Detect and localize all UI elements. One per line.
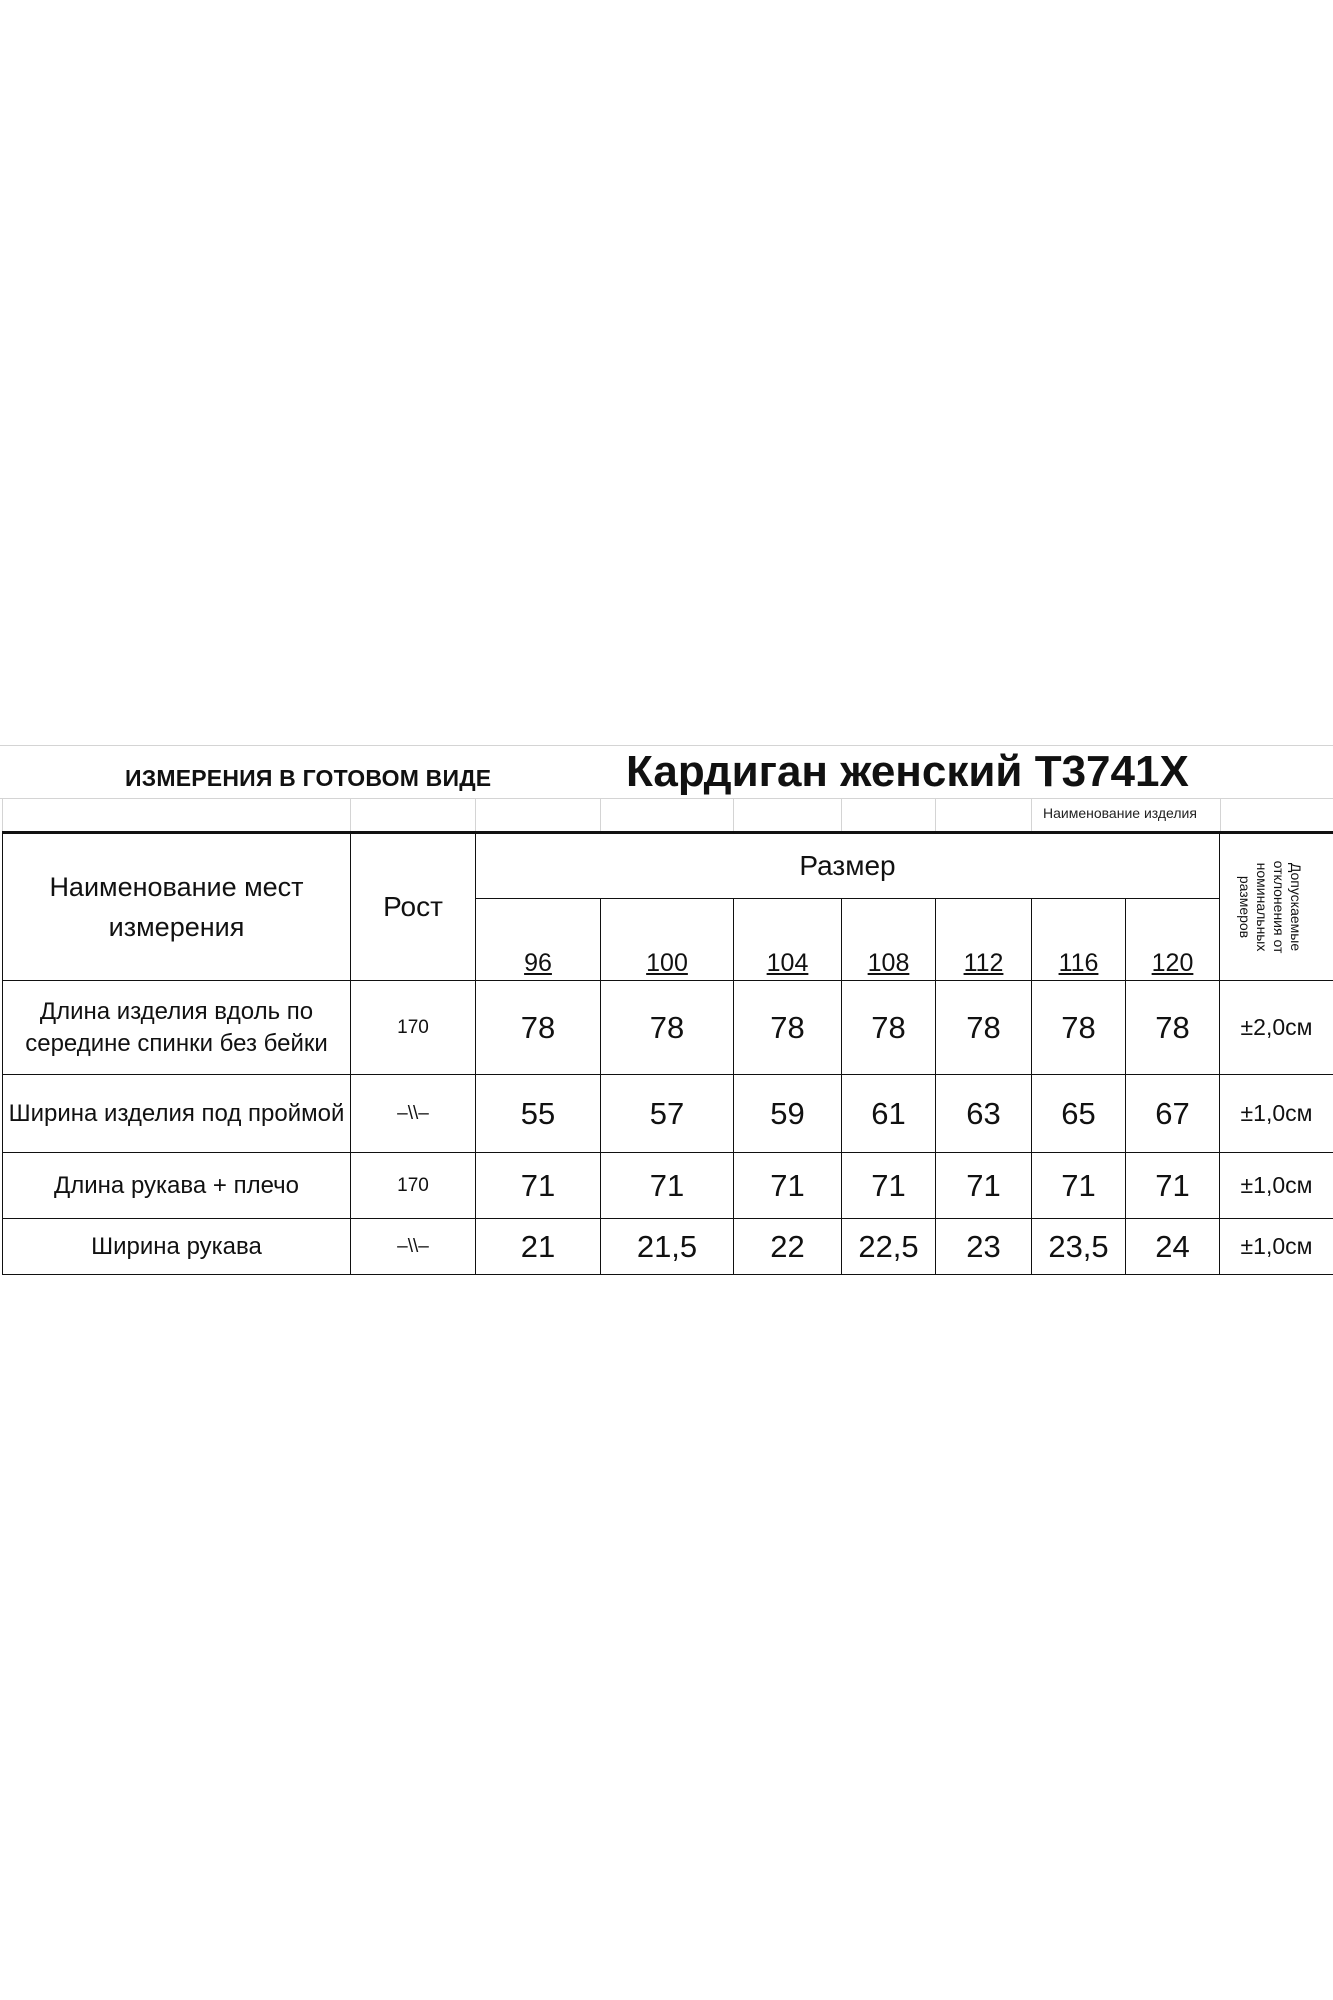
measurement-name: Длина рукава + плечо — [3, 1153, 351, 1219]
gridline — [935, 798, 936, 831]
height-value: 170 — [351, 1153, 476, 1219]
height-value: –\\– — [351, 1219, 476, 1275]
tolerance-value: ±1,0см — [1220, 1219, 1333, 1275]
table-row — [3, 1075, 1333, 1153]
measurement-name: Ширина изделия под проймой — [3, 1075, 351, 1153]
gridline — [475, 798, 476, 831]
size-value: 78 — [1126, 981, 1220, 1075]
gridline — [2, 798, 3, 831]
size-value: 78 — [734, 981, 842, 1075]
size-value: 65 — [1032, 1075, 1126, 1153]
size-100: 100 — [601, 899, 734, 981]
size-value: 78 — [601, 981, 734, 1075]
measurement-name: Ширина рукава — [3, 1219, 351, 1275]
size-value: 78 — [842, 981, 936, 1075]
column-header-tolerance — [1220, 833, 1333, 981]
size-chart-sheet — [0, 745, 1333, 1270]
size-value: 21,5 — [601, 1219, 734, 1275]
size-value: 71 — [601, 1153, 734, 1219]
product-name-caption: Наименование изделия — [1043, 805, 1197, 821]
table-row — [3, 1219, 1333, 1275]
header-row — [3, 833, 1333, 899]
size-112: 112 — [936, 899, 1032, 981]
size-96: 96 — [476, 899, 601, 981]
size-value: 57 — [601, 1075, 734, 1153]
measurement-name: Длина изделия вдоль по середине спинки без бейки — [3, 981, 351, 1075]
column-header-measurement-name: Наименование мест измерения — [3, 833, 351, 981]
size-value: 59 — [734, 1075, 842, 1153]
tolerance-header-text: Допускаемые отклонения от номинальных размеров — [1237, 860, 1305, 954]
size-value: 71 — [476, 1153, 601, 1219]
column-header-size: Размер — [476, 833, 1220, 899]
tolerance-value: ±2,0см — [1220, 981, 1333, 1075]
gridline — [0, 745, 1333, 746]
size-value: 55 — [476, 1075, 601, 1153]
size-value: 78 — [936, 981, 1032, 1075]
size-value: 61 — [842, 1075, 936, 1153]
size-value: 22 — [734, 1219, 842, 1275]
size-value: 21 — [476, 1219, 601, 1275]
size-value: 71 — [1126, 1153, 1220, 1219]
height-value: 170 — [351, 981, 476, 1075]
size-116: 116 — [1032, 899, 1126, 981]
measurements-subtitle: ИЗМЕРЕНИЯ В ГОТОВОМ ВИДЕ — [125, 765, 492, 791]
size-104: 104 — [734, 899, 842, 981]
size-value: 71 — [842, 1153, 936, 1219]
column-header-height: Рост — [351, 833, 476, 981]
tolerance-value: ±1,0см — [1220, 1153, 1333, 1219]
table-row — [3, 1153, 1333, 1219]
size-table — [2, 831, 1333, 1275]
size-120: 120 — [1126, 899, 1220, 981]
size-value: 71 — [936, 1153, 1032, 1219]
size-value: 24 — [1126, 1219, 1220, 1275]
height-value: –\\– — [351, 1075, 476, 1153]
product-title: Кардиган женский Т3741Х — [626, 747, 1189, 796]
table-row — [3, 981, 1333, 1075]
size-value: 78 — [1032, 981, 1126, 1075]
size-108: 108 — [842, 899, 936, 981]
size-value: 71 — [734, 1153, 842, 1219]
size-value: 67 — [1126, 1075, 1220, 1153]
gridline — [841, 798, 842, 831]
gridline — [733, 798, 734, 831]
gridline — [1220, 798, 1221, 831]
size-value: 78 — [476, 981, 601, 1075]
gridline — [1031, 798, 1032, 831]
size-value: 23,5 — [1032, 1219, 1126, 1275]
gridline — [350, 798, 351, 831]
size-value: 23 — [936, 1219, 1032, 1275]
tolerance-value: ±1,0см — [1220, 1075, 1333, 1153]
size-value: 22,5 — [842, 1219, 936, 1275]
gridline — [600, 798, 601, 831]
size-value: 63 — [936, 1075, 1032, 1153]
gridline — [0, 798, 1333, 799]
size-value: 71 — [1032, 1153, 1126, 1219]
